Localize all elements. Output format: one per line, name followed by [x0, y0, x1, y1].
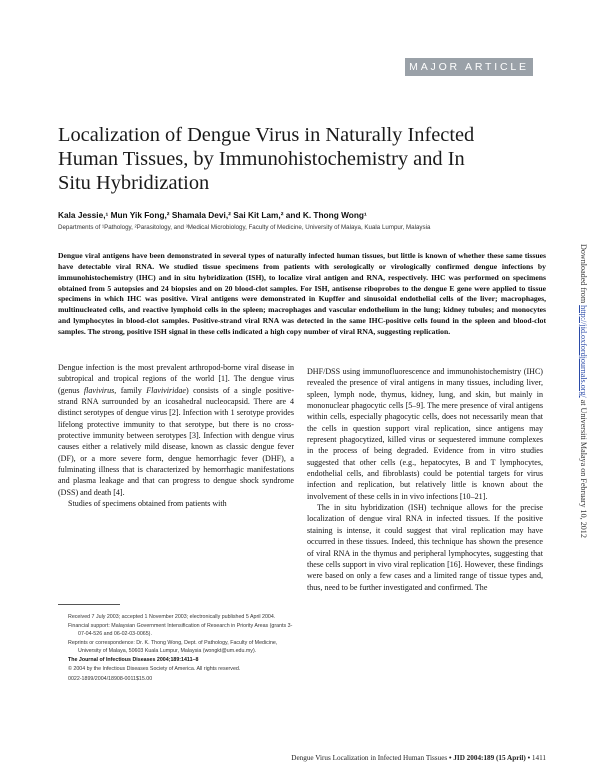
- author-list: Kala Jessie,¹ Mun Yik Fong,² Shamala Devi,² Sai Kit Lam,² and K. Thong Wong¹: [58, 210, 367, 220]
- footnote-divider: [58, 604, 120, 605]
- abstract: Dengue viral antigens have been demonstrated in several types of naturally infected human tissues, but little is known of whether these same tissues have detectable viral RNA. We studied tissue specimens from patients with serologically or virologically confirmed dengue infections by immunohistochemistry (IHC) and in situ hybridization (ISH), to localize viral antigen and RNA, respectively. IHC was performed on specimens obtained from 5 autopsies and 24 biopsies and on 20 blood-clot samples. For ISH, antisense riboprobes to the dengue E gene were applied to tissue specimens in which IHC was positive. Viral antigens were demonstrated in Kupffer and sinusoidal endothelial cells of the liver; macrophages, multinucleated cells, and reactive lymphoid cells in the spleen; macrophages and vascular endothelium in the lung; kidney tubules; and monocytes and lymphocytes in blood-clot samples. Positive-strand viral RNA was detected in the same IHC-positive cells found in the spleen and blood-clot samples. The strong, positive ISH signal in these cells indicated a high copy number of viral RNA, suggesting replication.: [58, 251, 546, 336]
- body-text: ) consists of a single positive-strand RNA surrounded by an icosahedral nucleocapsid. There are 4 distinct serotypes of dengue virus [2]. Infection with 1 serotype provides lifelong protective immunity to that serotype, but there is no cross-protective immunity between serotypes [3]. Infection with dengue virus causes either a relatively mild disease, known as classic dengue fever (DF), or a more severe form, dengue hemorrhagic fever (DHF), a fulminating illness that is characterized by hemorrhagic manifestations and plasma leakage and that can progress to dengue shock syndrome (DSS) and death [4].: [58, 385, 294, 497]
- footnote-copyright: © 2004 by the Infectious Diseases Society of America. All rights reserved.: [68, 666, 241, 673]
- body-text: , family: [114, 385, 147, 395]
- body-paragraph: DHF/DSS using immunofluorescence and immunohistochemistry (IHC) revealed the presence of viral antigens in many tissues, including liver, spleen, lymph node, thymus, kidney, lung, and skin, but mainly in mononuclear phagocytic cells [5–9]. The mere presence of viral antigens within cells, especially phagocytic cells, does not necessarily mean that the cells in question support viral replication, since antigens may represent phagocytized, killed virus or sequestered immune complexes in the process of being degraded. Evidence from in vitro studies suggested that other cells (e.g., hepatocytes, B and T lymphocytes, endothelial cells, and fibroblasts) could be potential targets for virus infection and replication, but relatively little is known about the involvement of these cells in in vivo infections [10–21].: [307, 367, 543, 501]
- page-number: 1411: [531, 754, 546, 762]
- article-title: Localization of Dengue Virus in Naturally Infected Human Tissues, by Immunohistochemistry and In Situ Hybridization: [58, 124, 475, 194]
- body-text-italic: Flaviviridae: [146, 385, 186, 395]
- body-column-right: [307, 366, 543, 593]
- body-paragraph: Studies of specimens obtained from patients with: [68, 499, 227, 509]
- running-title: Dengue Virus Localization in Infected Human Tissues: [291, 754, 448, 762]
- watermark-text: Downloaded from: [579, 244, 588, 306]
- body-column-left: [58, 362, 294, 509]
- journal-citation: • JID 2004:189 (15 April) •: [448, 754, 531, 762]
- running-footer: [256, 754, 546, 762]
- footnote-financial-support: Financial support: Malaysian Government Intensification of Research in Priority Areas (grants 3-07-04-526 and 06-02-03-0065).: [68, 623, 293, 637]
- footnote-reprints: Reprints or correspondence: Dr. K. Thong Wong, Dept. of Pathology, Faculty of Medicine, University of Malaya, 50603 Kuala Lumpur, Malaysia (wongkt@um.edu.my).: [68, 640, 278, 654]
- body-text-italic: flavivirus: [83, 385, 115, 395]
- author-affiliations: Departments of ¹Pathology, ²Parasitology, and ³Medical Microbiology, Faculty of Medicine, University of Malaya, Kuala Lumpur, Malaysia: [58, 224, 431, 231]
- footnotes: [58, 614, 294, 685]
- body-paragraph: The in situ hybridization (ISH) technique allows for the precise localization of dengue viral RNA in infected tissues. If the positive staining is intense, it could suggest that viral replication may have occurred in these tissues. Indeed, this technique has shown the presence of viral RNA in the thymus and peripheral lymphocytes, suggesting that these cells support in vivo viral replication [16]. However, these findings were based on only a few cases and a limited range of tissue types and, thus, need to be further investigated and confirmed. The: [307, 503, 543, 592]
- footnote-issn: 0022-1899/2004/18908-0011$15.00: [68, 675, 153, 682]
- download-watermark: [579, 244, 588, 538]
- article-type-banner: MAJOR ARTICLE: [405, 58, 533, 76]
- body-text: Dengue infection is the most prevalent arthropod-borne viral disease in subtropical and tropical regions of the world [1]. The dengue virus (genus: [58, 363, 294, 395]
- footnote-received: Received 7 July 2003; accepted 1 November 2003; electronically published 5 April 2004.: [68, 614, 276, 620]
- download-link[interactable]: http://jid.oxfordjournals.org/: [579, 305, 588, 398]
- footnote-journal: The Journal of Infectious Diseases 2004;189:1411–8: [68, 657, 199, 664]
- watermark-text: at Universiti Malaya on February 10, 2012: [579, 397, 588, 538]
- body-paragraph: [58, 362, 294, 498]
